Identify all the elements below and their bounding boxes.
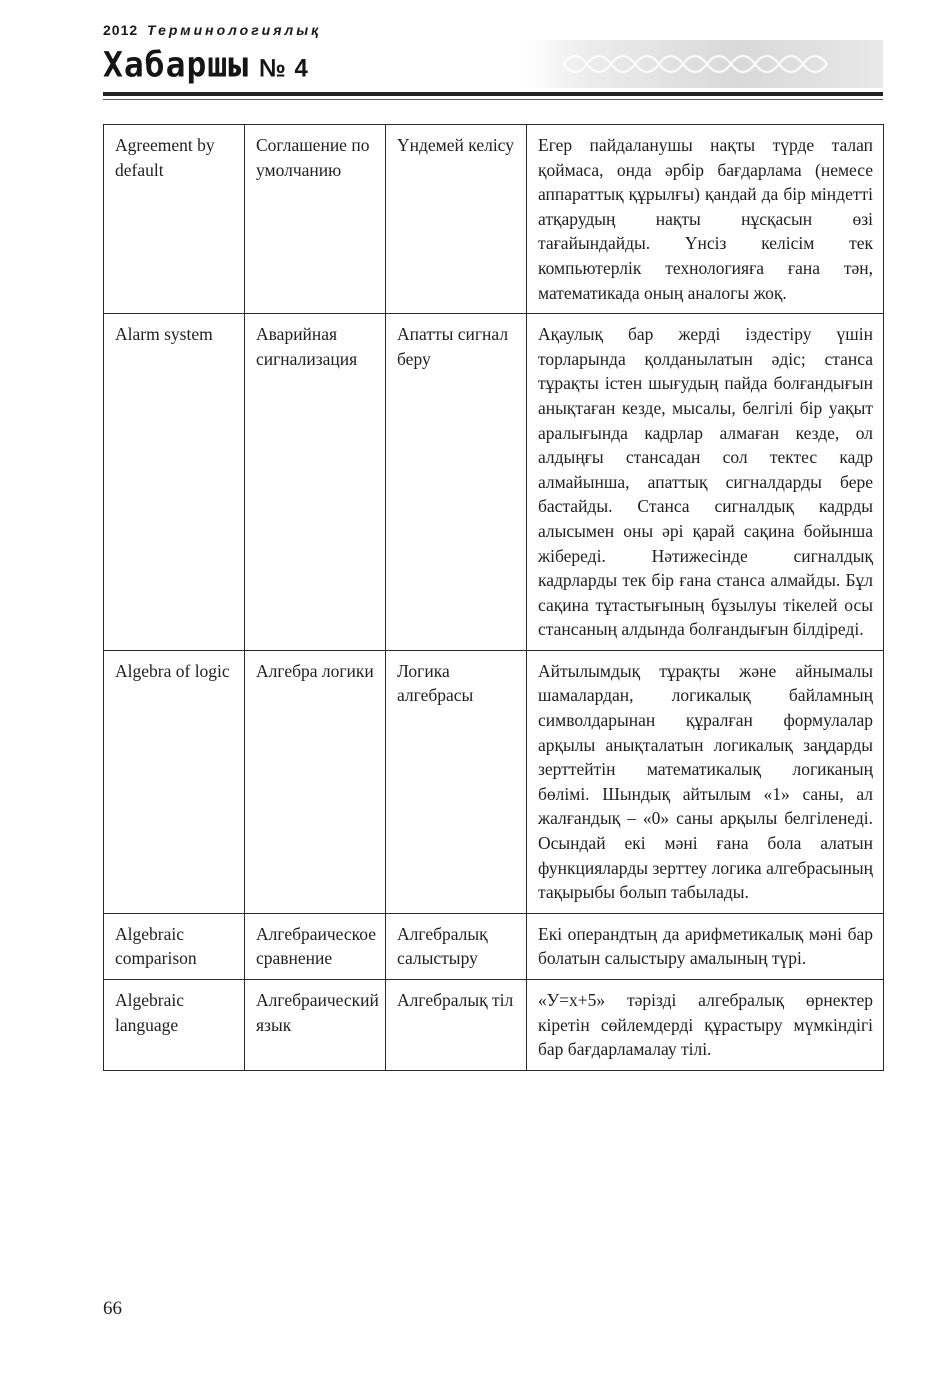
term-definition: «У=х+5» тәрізді алгебралық өрнектер кіретін сөйлемдерді құрастыру мүмкіндігі бар бағдарламалау тілі. [527, 980, 884, 1071]
term-kazakh: Логика алгебрасы [386, 650, 527, 913]
term-russian: Алгебраический язык [245, 980, 386, 1071]
term-russian: Алгебра логики [245, 650, 386, 913]
header-year-line [103, 22, 321, 38]
term-definition: Екі операндтың да арифметикалық мәні бар болатын салыстыру амалының түрі. [527, 913, 884, 979]
term-english: Algebraic language [104, 980, 245, 1071]
term-kazakh: Алгебралық салыстыру [386, 913, 527, 979]
table-row [104, 980, 884, 1071]
header-year: 2012 [103, 22, 139, 38]
issue-number: № 4 [259, 54, 309, 83]
terminology-table [103, 124, 884, 1071]
term-russian: Аварийная сигнализация [245, 314, 386, 651]
page-number: 66 [103, 1298, 122, 1319]
term-kazakh: Алгебралық тіл [386, 980, 527, 1071]
table-row [104, 650, 884, 913]
term-definition: Айтылымдық тұрақты және айнымалы шамалардан, логикалық байламның символдарынан құралған формулалар арқылы анықталатын логикалық заңдарды зерттейтін математикалық логиканың бөлімі. Шындық айтылым «1» саны, ал жалғандық – «0» саны арқылы белгіленеді. Осындай екі мәні ғана бола алатын функцияларды зерттеу логика алгебрасының тақырыбы болып табылады. [527, 650, 884, 913]
term-kazakh: Үндемей келісу [386, 125, 527, 314]
header-rule-thin [103, 99, 883, 100]
header-rule-thick [103, 92, 883, 96]
header-series: Терминологиялық [147, 22, 322, 38]
term-english: Algebraic comparison [104, 913, 245, 979]
table-row [104, 913, 884, 979]
table-row [104, 125, 884, 314]
term-kazakh: Апатты сигнал беру [386, 314, 527, 651]
journal-name: Хабаршы [103, 44, 250, 85]
table-row [104, 314, 884, 651]
term-russian: Соглашение по умолчанию [245, 125, 386, 314]
page-header [103, 22, 883, 102]
term-english: Agreement by default [104, 125, 245, 314]
term-english: Alarm system [104, 314, 245, 651]
term-definition: Ақаулық бар жерді іздестіру үшін торларында қолданылатын әдіс; станса тұрақты істен шығудың пайда болғандығын анықтаған кезде, мысалы, белгілі бір уақыт аралығында кадрлар алмаған кезде, ол алдыңғы стансадан сол тектес кадр алмайынша, апаттық сигналдарды бере бастайды. Станса сигналдық кадрды алысымен оны әрі қарай сақина бойынша жібереді. Нәтижесінде сигналдық кадрларды тек бір ғана станса алмайды. Бұл сақина тұтастығының бұзылуы тікелей осы стансаның алдында болғандығын білдіреді. [527, 314, 884, 651]
header-journal-title [103, 44, 309, 85]
term-russian: Алгебраическое сравнение [245, 913, 386, 979]
term-definition: Егер пайдаланушы нақты түрде талап қоймаса, онда әрбір бағдарлама (немесе аппараттық құрылғы) қандай да бір міндетті атқарудың нақты нұсқасын өзі тағайындайды. Үнсіз келісім тек компьютерлік технологияға ғана тән, математикада оның аналогы жоқ. [527, 125, 884, 314]
decorative-pattern-icon [523, 40, 883, 88]
term-english: Algebra of logic [104, 650, 245, 913]
